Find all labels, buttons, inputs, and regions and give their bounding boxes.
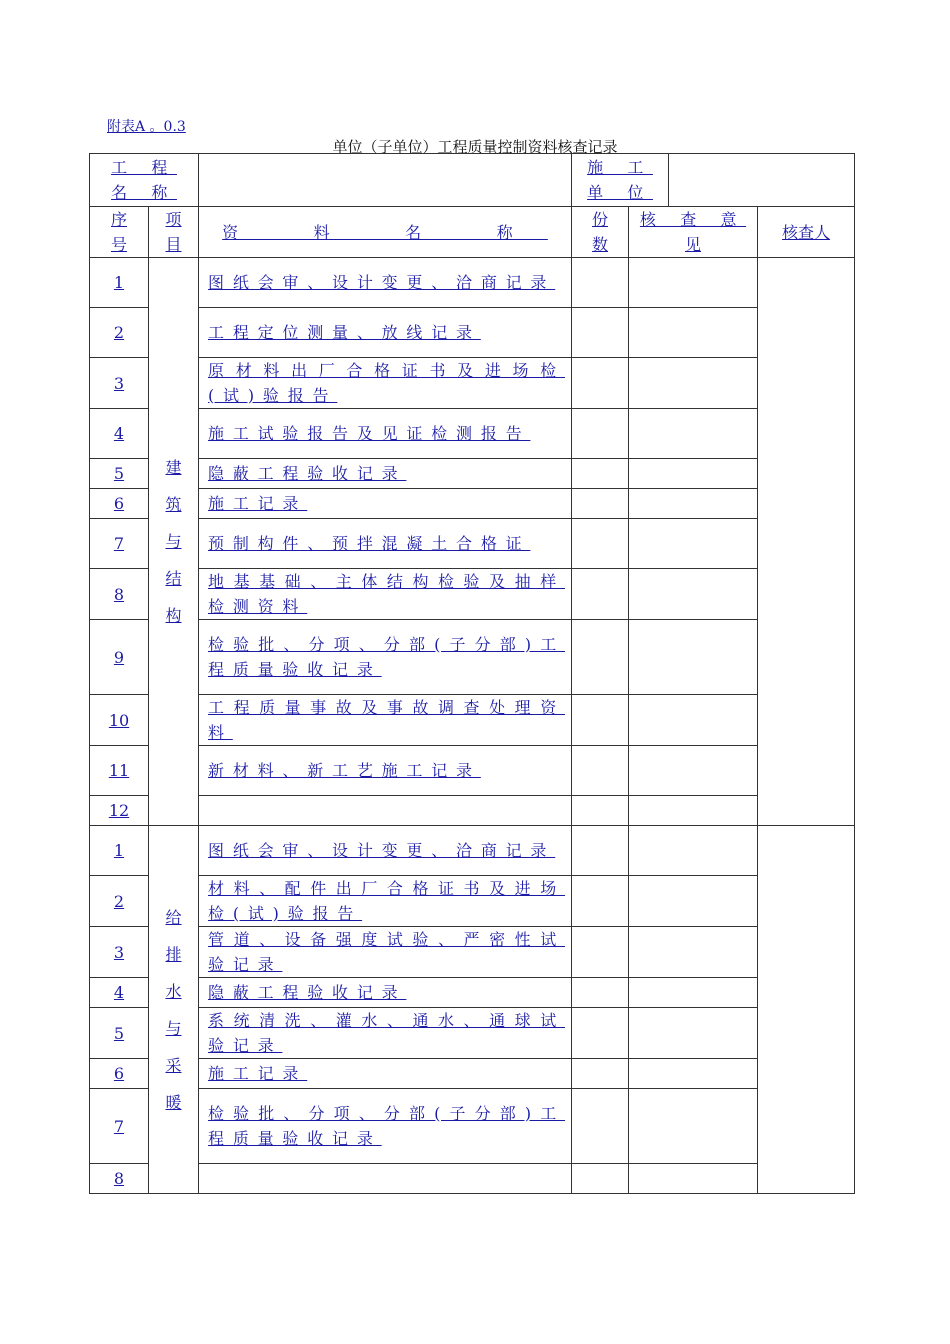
table-row [90, 826, 855, 876]
document-name [199, 826, 572, 876]
row-number [90, 258, 149, 308]
opinion-cell[interactable] [629, 978, 758, 1008]
opinion-cell[interactable] [629, 796, 758, 826]
document-name [199, 796, 572, 826]
document-name [199, 746, 572, 796]
opinion-cell[interactable] [629, 308, 758, 358]
document-name [199, 620, 572, 695]
row-number-text: 6 [113, 494, 125, 513]
construction-unit-label-line2: 单 位 [587, 183, 653, 202]
group-label-char: 筑 [165, 495, 182, 514]
document-name-text: 系统清洗、灌水、通水、通球试验记录 [208, 1011, 566, 1055]
row-number-text: 8 [113, 1169, 125, 1188]
document-name-text: 预制构件、预拌混凝土合格证 [208, 534, 531, 553]
group-label-char: 排 [165, 944, 182, 964]
row-number [90, 358, 149, 409]
col-name-header [199, 207, 572, 258]
document-name [199, 459, 572, 489]
opinion-cell[interactable] [629, 1089, 758, 1164]
group-label [149, 258, 199, 826]
document-name [199, 1008, 572, 1059]
group-label-char: 与 [165, 532, 182, 551]
document-name [199, 876, 572, 927]
row-number [90, 308, 149, 358]
table-row [90, 489, 855, 519]
group-label-char: 给 [165, 907, 182, 927]
row-number [90, 826, 149, 876]
opinion-cell[interactable] [629, 459, 758, 489]
table-row [90, 695, 855, 746]
table-row [90, 1164, 855, 1194]
row-number-text: 5 [113, 1023, 125, 1043]
opinion-cell[interactable] [629, 569, 758, 620]
col-copies-header-line2: 数 [592, 235, 609, 254]
row-number-text: 7 [113, 534, 125, 553]
row-number [90, 459, 149, 489]
row-number-text: 3 [113, 942, 125, 962]
construction-unit-value[interactable] [669, 154, 854, 206]
row-number-text: 12 [108, 801, 130, 820]
table-row [90, 876, 855, 927]
document-name-text: 工程质量事故及事故调查处理资料 [208, 698, 566, 742]
document-name-text: 原材料出厂合格证书及进场检(试)验报告 [208, 361, 566, 405]
row-number [90, 796, 149, 826]
row-number [90, 489, 149, 519]
row-number [90, 569, 149, 620]
row-number [90, 1008, 149, 1059]
table-row [90, 1008, 855, 1059]
group-label-char: 暖 [165, 1092, 182, 1112]
row-number-text: 5 [113, 464, 125, 483]
row-number-text: 6 [113, 1064, 125, 1083]
document-name [199, 258, 572, 308]
col-checker-header-text: 核查人 [782, 222, 831, 242]
project-name-value[interactable] [199, 154, 572, 207]
row-number-text: 8 [113, 584, 125, 604]
copies-cell[interactable] [572, 258, 629, 308]
checker-cell[interactable] [758, 826, 855, 1194]
copies-cell[interactable] [572, 876, 629, 927]
table-row [90, 620, 855, 695]
table-row [90, 258, 855, 308]
col-item-header-line2: 目 [165, 235, 182, 254]
row-number-text: 4 [113, 983, 125, 1002]
table-row [90, 978, 855, 1008]
document-name-text: 隐蔽工程验收记录 [208, 983, 407, 1002]
col-name-header-text: 资 料 名 称 [222, 222, 548, 242]
copies-cell[interactable] [572, 409, 629, 459]
document-name [199, 695, 572, 746]
copies-cell[interactable] [572, 746, 629, 796]
opinion-cell[interactable] [629, 746, 758, 796]
document-name-text: 施工记录 [208, 494, 308, 513]
col-copies-header-line1: 份 [592, 210, 609, 229]
document-name [199, 1059, 572, 1089]
document-name-text: 检验批、分项、分部(子分部)工程质量验收记录 [208, 635, 566, 679]
opinion-cell[interactable] [629, 489, 758, 519]
group-label-char: 采 [165, 1055, 182, 1075]
document-name [199, 1164, 572, 1194]
col-copies-header [572, 207, 629, 258]
opinion-cell[interactable] [629, 927, 758, 978]
table-row [90, 409, 855, 459]
table-row [90, 519, 855, 569]
copies-cell[interactable] [572, 308, 629, 358]
col-item-header [149, 207, 199, 258]
row-number-text: 1 [113, 273, 125, 292]
group-label-char: 构 [165, 606, 182, 625]
row-number-text: 7 [113, 1116, 125, 1136]
row-number-text: 4 [113, 424, 125, 443]
document-name [199, 489, 572, 519]
project-name-label-line2: 名 称 [111, 183, 177, 202]
row-number [90, 978, 149, 1008]
col-opinion-header-line1: 核 查 意 [639, 210, 747, 229]
opinion-cell[interactable] [629, 620, 758, 695]
copies-cell[interactable] [572, 796, 629, 826]
col-seq-header-line1: 序 [110, 210, 127, 229]
table-row [90, 927, 855, 978]
row-number-text: 2 [113, 891, 125, 911]
opinion-cell[interactable] [629, 409, 758, 459]
col-opinion-header [629, 207, 758, 258]
document-name-text: 管道、设备强度试验、严密性试验记录 [208, 930, 566, 974]
copies-cell[interactable] [572, 695, 629, 746]
copies-cell[interactable] [572, 927, 629, 978]
copies-cell[interactable] [572, 1164, 629, 1194]
page-title: 单位（子单位）工程质量控制资料核查记录 [332, 138, 618, 156]
appendix-ref: 附表A 。0.3 [107, 119, 186, 135]
copies-cell[interactable] [572, 358, 629, 409]
col-seq-header [90, 207, 149, 258]
document-name-text: 地基基础、主体结构检验及抽样检测资料 [208, 572, 566, 616]
row-number-text: 11 [108, 761, 130, 780]
table-row [90, 308, 855, 358]
group-label-char: 结 [165, 569, 182, 588]
group-label [149, 826, 199, 1194]
document-name-text: 图纸会审、设计变更、洽商记录 [208, 841, 556, 860]
row-number-text: 10 [108, 710, 130, 730]
copies-cell[interactable] [572, 620, 629, 695]
document-name-text: 施工试验报告及见证检测报告 [208, 424, 531, 443]
opinion-cell[interactable] [629, 826, 758, 876]
table-row [90, 796, 855, 826]
copies-cell[interactable] [572, 569, 629, 620]
copies-cell[interactable] [572, 1089, 629, 1164]
construction-unit-label [572, 154, 669, 206]
table-row [90, 569, 855, 620]
row-number-text: 9 [113, 647, 125, 667]
row-number [90, 1164, 149, 1194]
row-number [90, 409, 149, 459]
document-name [199, 409, 572, 459]
col-seq-header-line2: 号 [110, 235, 127, 254]
group-label-char: 与 [165, 1018, 182, 1038]
document-name-text: 材料、配件出厂合格证书及进场检(试)验报告 [208, 879, 566, 923]
row-number [90, 746, 149, 796]
row-number [90, 1059, 149, 1089]
checker-cell[interactable] [758, 258, 855, 826]
copies-cell[interactable] [572, 1059, 629, 1089]
table-row [90, 459, 855, 489]
document-name [199, 927, 572, 978]
row-number [90, 1089, 149, 1164]
row-number [90, 876, 149, 927]
document-name [199, 519, 572, 569]
row-number [90, 927, 149, 978]
table-row [90, 1089, 855, 1164]
column-header-row [90, 207, 855, 258]
document-name [199, 569, 572, 620]
opinion-cell[interactable] [629, 1008, 758, 1059]
project-name-label-line1: 工 程 [111, 158, 177, 177]
table-row [90, 746, 855, 796]
inspection-table [89, 153, 855, 1194]
document-name-text: 图纸会审、设计变更、洽商记录 [208, 273, 556, 292]
copies-cell[interactable] [572, 1008, 629, 1059]
opinion-cell[interactable] [629, 258, 758, 308]
header-row-project [90, 154, 855, 207]
copies-cell[interactable] [572, 519, 629, 569]
group-label-char: 水 [165, 981, 182, 1001]
opinion-cell[interactable] [629, 358, 758, 409]
row-number-text: 2 [113, 323, 125, 342]
document-name-text: 工程定位测量、放线记录 [208, 323, 481, 342]
construction-unit-label-line1: 施 工 [587, 158, 653, 177]
document-name [199, 358, 572, 409]
document-name-text: 检验批、分项、分部(子分部)工程质量验收记录 [208, 1104, 566, 1148]
copies-cell[interactable] [572, 459, 629, 489]
document-name [199, 1089, 572, 1164]
opinion-cell[interactable] [629, 695, 758, 746]
copies-cell[interactable] [572, 489, 629, 519]
group-label-char: 建 [165, 458, 182, 477]
row-number [90, 519, 149, 569]
document-name [199, 308, 572, 358]
copies-cell[interactable] [572, 978, 629, 1008]
table-row [90, 1059, 855, 1089]
col-item-header-line1: 项 [165, 210, 182, 229]
opinion-cell[interactable] [629, 1059, 758, 1089]
col-checker-header [758, 207, 855, 258]
row-number-text: 3 [113, 373, 125, 393]
row-number [90, 620, 149, 695]
document-name-text: 隐蔽工程验收记录 [208, 464, 407, 483]
copies-cell[interactable] [572, 826, 629, 876]
opinion-cell[interactable] [629, 1164, 758, 1194]
project-name-label [90, 154, 199, 207]
opinion-cell[interactable] [629, 876, 758, 927]
col-opinion-header-line2: 见 [685, 235, 702, 254]
document-name-text: 新材料、新工艺施工记录 [208, 761, 481, 780]
table-row [90, 358, 855, 409]
row-number [90, 695, 149, 746]
document-name-text: 施工记录 [208, 1064, 308, 1083]
opinion-cell[interactable] [629, 519, 758, 569]
row-number-text: 1 [113, 841, 125, 860]
document-name [199, 978, 572, 1008]
